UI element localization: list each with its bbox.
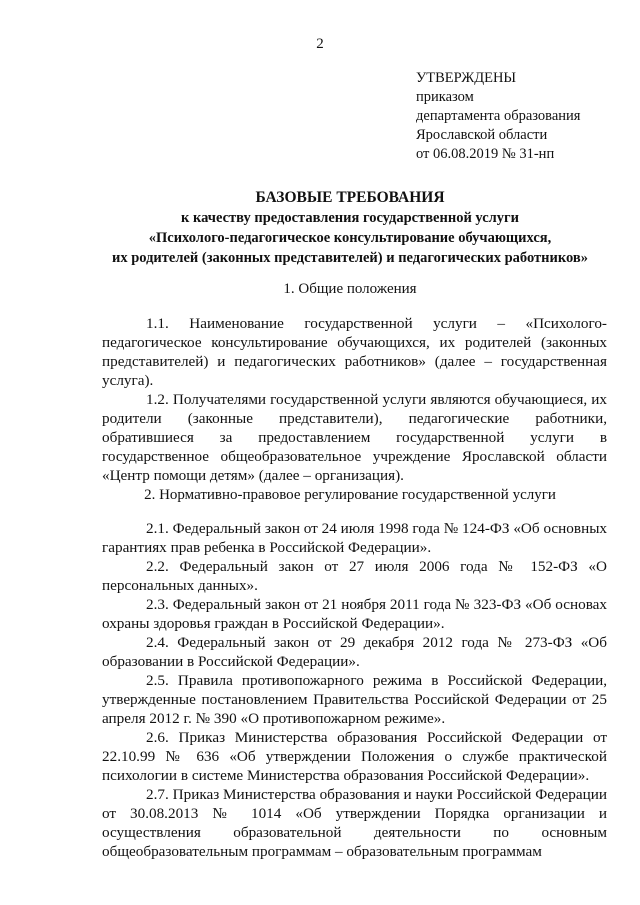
title-line: «Психолого-педагогическое консультирование обучающихся, bbox=[148, 230, 552, 246]
title-line: БАЗОВЫЕ ТРЕБОВАНИЯ bbox=[255, 189, 445, 206]
paragraph: 1.2. Получателями государственной услуги являются обучающиеся, их родители (законные представители), педагогические работники, обратившиеся за предоставлением государственной услуги в государственное общеобразовательное учреждение Ярославской области «Центр помощи детям» (далее – организация). bbox=[102, 391, 607, 484]
section-heading: 1. Общие положения bbox=[283, 281, 417, 297]
page-number: 2 bbox=[316, 36, 324, 52]
section-body bbox=[102, 314, 607, 485]
title-line: их родителей (законных представителей) и педагогических работников» bbox=[111, 250, 589, 266]
paragraph: 2.2. Федеральный закон от 27 июля 2006 года № 152-ФЗ «О персональных данных». bbox=[102, 558, 607, 594]
title-line: к качеству предоставления государственной услуги bbox=[181, 210, 519, 226]
section-body bbox=[102, 519, 607, 861]
document-title bbox=[60, 188, 640, 268]
approval-line: департамента образования bbox=[416, 108, 581, 124]
approval-line: от 06.08.2019 № 31-нп bbox=[416, 146, 555, 162]
approval-line: Ярославской области bbox=[416, 127, 548, 143]
paragraph: 2.3. Федеральный закон от 21 ноября 2011 года № 323-ФЗ «Об основах охраны здоровья граждан в Российской Федерации». bbox=[102, 596, 607, 632]
approval-stamp bbox=[416, 69, 616, 164]
section-heading: 2. Нормативно-правовое регулирование государственной услуги bbox=[144, 487, 556, 503]
paragraph: 1.1. Наименование государственной услуги – «Психолого-педагогическое консультирование обучающихся, их родителей (законных представителей) и педагогических работников» (далее – государственная услуга). bbox=[102, 315, 607, 389]
paragraph: 2.7. Приказ Министерства образования и науки Российской Федерации от 30.08.2013 № 1014 «Об утверждении Порядка организации и осуществления образовательной деятельности по основным общеобразовательным программам – образовательным программам bbox=[102, 786, 607, 860]
paragraph: 2.1. Федеральный закон от 24 июля 1998 года № 124-ФЗ «Об основных гарантиях прав ребенка в Российской Федерации». bbox=[102, 520, 607, 556]
approval-line: УТВЕРЖДЕНЫ bbox=[416, 70, 517, 86]
approval-line: приказом bbox=[416, 89, 474, 105]
paragraph: 2.4. Федеральный закон от 29 декабря 2012 года № 273-ФЗ «Об образовании в Российской Федерации». bbox=[102, 634, 607, 670]
paragraph: 2.5. Правила противопожарного режима в Российской Федерации, утвержденные постановлением Правительства Российской Федерации от 25 апреля 2012 г. № 390 «О противопожарном режиме». bbox=[102, 672, 607, 727]
paragraph: 2.6. Приказ Министерства образования Российской Федерации от 22.10.99 № 636 «Об утверждении Положения о службе практической психологии в системе Министерства образования Российской Федерации». bbox=[102, 729, 607, 784]
